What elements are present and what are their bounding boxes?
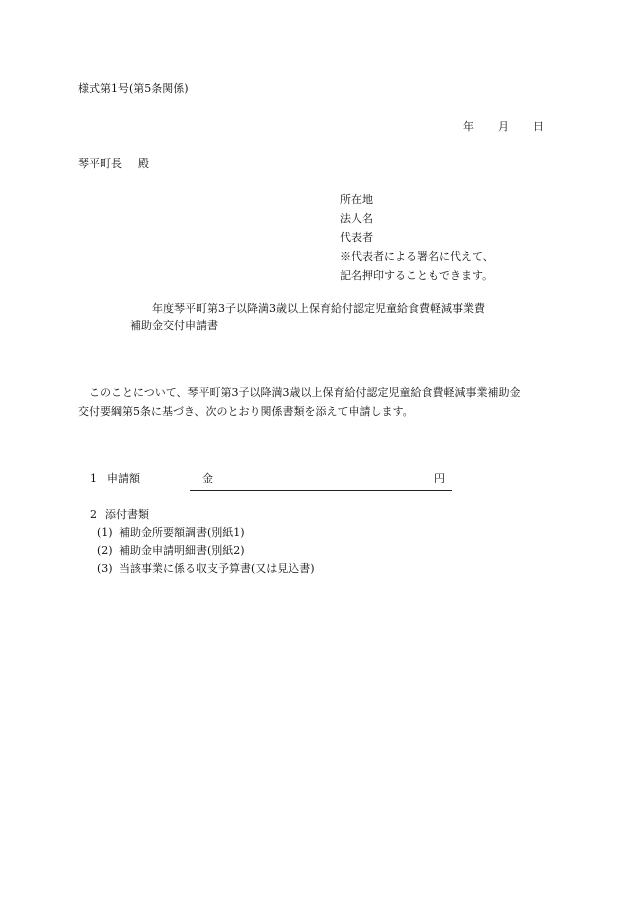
address-label: 所在地: [340, 193, 373, 206]
year-label: 年: [463, 120, 474, 133]
date-line: [463, 120, 544, 134]
attachments-label: 添付書類: [105, 508, 149, 521]
signature-note-line2: 記名押印することもできます。: [340, 269, 494, 282]
document-title-line1: 年度琴平町第3子以降満3歳以上保育給付認定児童給食費軽減事業費: [152, 302, 485, 315]
corporation-label: 法人名: [340, 212, 373, 225]
attachments-list: [97, 526, 315, 580]
attachments-number: 2: [90, 508, 97, 521]
amount-label: 申請額: [107, 472, 140, 485]
signature-note-line1: ※代表者による署名に代えて、: [340, 250, 494, 263]
addressee: [78, 157, 149, 171]
amount-suffix: 円: [434, 472, 445, 485]
addressee-name: 琴平町長: [78, 157, 122, 170]
month-label: 月: [498, 120, 509, 133]
attachment-item: (3) 当該事業に係る収支予算書(又は見込書): [97, 562, 315, 575]
form-number: 様式第1号(第5条関係): [78, 82, 189, 95]
attachment-item: (2) 補助金申請明細書(別紙2): [97, 544, 245, 557]
amount-row: [90, 472, 452, 492]
body-text: [78, 386, 521, 424]
representative-label: 代表者: [340, 231, 373, 244]
amount-prefix: 金: [202, 472, 213, 485]
day-label: 日: [533, 120, 544, 133]
addressee-honorific: 殿: [138, 157, 149, 170]
body-line1: このことについて、琴平町第3子以降満3歳以上保育給付認定児童給食費軽減事業補助金: [89, 386, 521, 399]
amount-underline: [190, 490, 452, 491]
amount-item-number: 1: [90, 472, 97, 485]
body-line2: 交付要綱第5条に基づき、次のとおり関係書類を添えて申請します。: [78, 405, 414, 418]
document-title-line2: 補助金交付申請書: [130, 319, 218, 332]
attachment-item: (1) 補助金所要額調書(別紙1): [97, 526, 245, 539]
attachments-heading: [90, 508, 149, 522]
applicant-block: [340, 193, 494, 288]
